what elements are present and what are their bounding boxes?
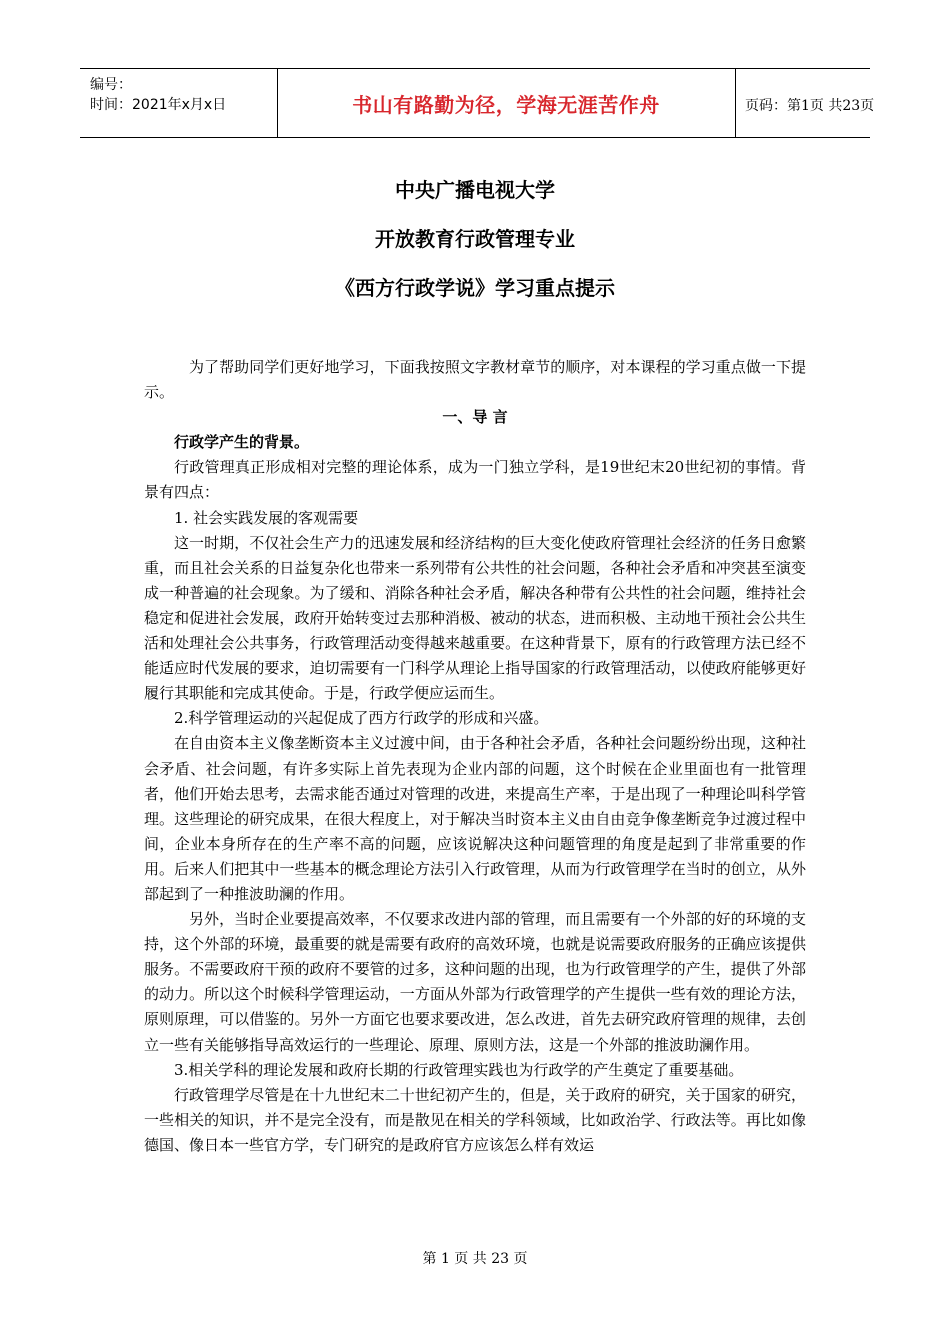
header-page-info: 页码：第1页 共23页 [745, 98, 875, 114]
document-body [144, 355, 806, 1158]
title-university: 中央广播电视大学 [395, 178, 555, 202]
paragraph: 在自由资本主义像垄断资本主义过渡中间，由于各种社会矛盾，各种社会问题纷纷出现，这种社会矛盾、社会问题，有许多实际上首先表现为企业内部的问题，这个时候在企业里面也有一批管理者，他们开始去思考，去需求能否通过对管理的改进，来提高生产率，于是出现了一种理论叫科学管理。这些理论的研究成果，在很大程度上，对于解决当时资本主义由自由竞争像垄断竞争过渡过程中间，企业本身所存在的生产率不高的问题，应该说解决这种问题管理的角度是起到了非常重要的作用。后来人们把其中一些基本的概念理论方法引入行政管理，从而为行政管理学在当时的创立，从外部起到了一种推波助澜的作用。 [144, 734, 806, 903]
document-date: 时间：2021年x月x日 [90, 97, 227, 113]
header-motto-cell [277, 69, 736, 137]
header-motto: 书山有路勤为径，学海无涯苦作舟 [352, 93, 660, 117]
page-footer: 第 1 页 共 23 页 [422, 1251, 528, 1267]
document-number-label: 编号： [90, 77, 132, 93]
paragraph: 行政管理真正形成相对完整的理论体系，成为一门独立学科，是19世纪末20世纪初的事情。背景有四点： [144, 458, 806, 502]
header-left-cell [80, 69, 278, 137]
header-page-cell [735, 69, 875, 137]
subheading: 行政学产生的背景。 [174, 433, 310, 452]
paragraph: 行政管理学尽管是在十九世纪末二十世纪初产生的，但是，关于政府的研究，关于国家的研究，一些相关的知识，并不是完全没有，而是散见在相关的学科领域，比如政治学、行政法等。再比如像德国、像日本一些官方学，专门研究的是政府官方应该怎么样有效运 [144, 1085, 806, 1154]
page-header [80, 68, 875, 138]
list-item: 3.相关学科的理论发展和政府长期的行政管理实践也为行政学的产生奠定了重要基础。 [174, 1060, 744, 1079]
paragraph: 这一时期，不仅社会生产力的迅速发展和经济结构的巨大变化使政府管理社会经济的任务日愈繁重，而且社会关系的日益复杂化也带来一系列带有公共性的社会问题，各种社会矛盾和冲突甚至演变成一种普遍的社会现象。为了缓和、消除各种社会矛盾，解决各种带有公共性的社会问题，维持社会稳定和促进社会发展，政府开始转变过去那种消极、被动的状态，进而积极、主动地干预社会公共生活和处理社会公共事务，行政管理活动变得越来越重要。在这种背景下，原有的行政管理方法已经不能适应时代发展的要求，迫切需要有一门科学从理论上指导国家的行政管理活动，以使政府能够更好履行其职能和完成其使命。于是，行政学便应运而生。 [144, 533, 806, 703]
section-heading: 一、导 言 [442, 408, 508, 427]
intro-paragraph: 为了帮助同学们更好地学习，下面我按照文字教材章节的顺序，对本课程的学习重点做一下提示。 [144, 358, 806, 402]
title-program: 开放教育行政管理专业 [375, 227, 575, 251]
list-item: 1. 社会实践发展的客观需要 [174, 508, 359, 527]
title-course: 《西方行政学说》学习重点提示 [335, 276, 615, 300]
paragraph: 另外，当时企业要提高效率，不仅要求改进内部的管理，而且需要有一个外部的好的环境的支持，这个外部的环境，最重要的就是需要有政府的高效环境，也就是说需要政府服务的正确应该提供服务。不需要政府干预的政府不要管的过多，这种问题的出现，也为行政管理学的产生，提供了外部的动力。所以这个时候科学管理运动，一方面从外部为行政管理学的产生提供一些有效的理论方法，原则原理，可以借鉴的。另外一方面它也要求要改进，怎么改进，首先去研究政府管理的规律，去创立一些有关能够指导高效运行的一些理论、原理、原则方法，这是一个外部的推波助澜作用。 [144, 910, 806, 1054]
list-item: 2.科学管理运动的兴起促成了西方行政学的形成和兴盛。 [174, 709, 549, 728]
